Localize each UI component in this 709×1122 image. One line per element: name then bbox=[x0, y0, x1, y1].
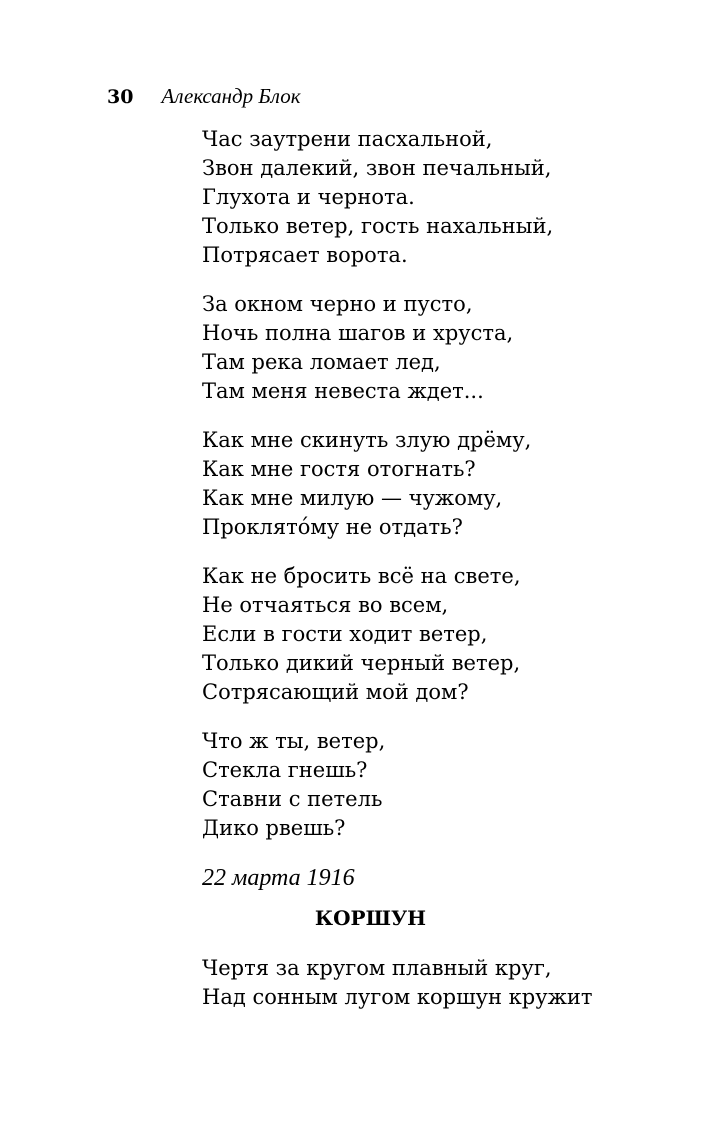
stanza-4 bbox=[202, 562, 682, 707]
poem-line: Потрясает ворота. bbox=[202, 243, 408, 267]
poem-line: Как мне скинуть злую дрёму, bbox=[202, 428, 532, 452]
poem-date: 22 марта 1916 bbox=[202, 865, 355, 891]
poem-line: Не отчаяться во всем, bbox=[202, 593, 449, 617]
poem-line: Как мне гостя отогнать? bbox=[202, 457, 476, 481]
poem-line: Ставни с петель bbox=[202, 787, 383, 811]
poem-line: Как не бросить всё на свете, bbox=[202, 564, 521, 588]
poem-line: Проклято́му не отдать? bbox=[202, 515, 463, 539]
author-name: Александр Блок bbox=[161, 84, 301, 108]
stanza-5 bbox=[202, 727, 682, 843]
stanza-3 bbox=[202, 426, 682, 542]
poem-body bbox=[202, 125, 682, 893]
poem-line: Там река ломает лед, bbox=[202, 350, 441, 374]
poem-line: Как мне милую — чужому, bbox=[202, 486, 503, 510]
poem-line: Сотрясающий мой дом? bbox=[202, 680, 469, 704]
poem-line: Что ж ты, ветер, bbox=[202, 729, 386, 753]
poem-line: Звон далекий, звон печальный, bbox=[202, 156, 552, 180]
poem-line: За окном черно и пусто, bbox=[202, 292, 473, 316]
poem-line: Чертя за кругом плавный круг, bbox=[202, 956, 552, 980]
poem-line: Только ветер, гость нахальный, bbox=[202, 214, 554, 238]
poem-line: Стекла гнешь? bbox=[202, 758, 368, 782]
next-poem-body bbox=[202, 954, 682, 1012]
page-number: 30 bbox=[107, 86, 134, 108]
poem-line: Там меня невеста ждет... bbox=[202, 379, 484, 403]
poem-line: Если в гости ходит ветер, bbox=[202, 622, 488, 646]
poem-line: Глухота и чернота. bbox=[202, 185, 415, 209]
running-head bbox=[107, 84, 301, 109]
poem-line: Над сонным лугом коршун кружит bbox=[202, 985, 593, 1009]
poem-line: Ночь полна шагов и хруста, bbox=[202, 321, 514, 345]
poem-line: Час заутрени пасхальной, bbox=[202, 127, 493, 151]
stanza-2 bbox=[202, 290, 682, 406]
poem-title: КОРШУН bbox=[314, 906, 427, 930]
poem-line: Только дикий черный ветер, bbox=[202, 651, 521, 675]
poem-line: Дико рвешь? bbox=[202, 816, 346, 840]
stanza-1 bbox=[202, 125, 682, 270]
